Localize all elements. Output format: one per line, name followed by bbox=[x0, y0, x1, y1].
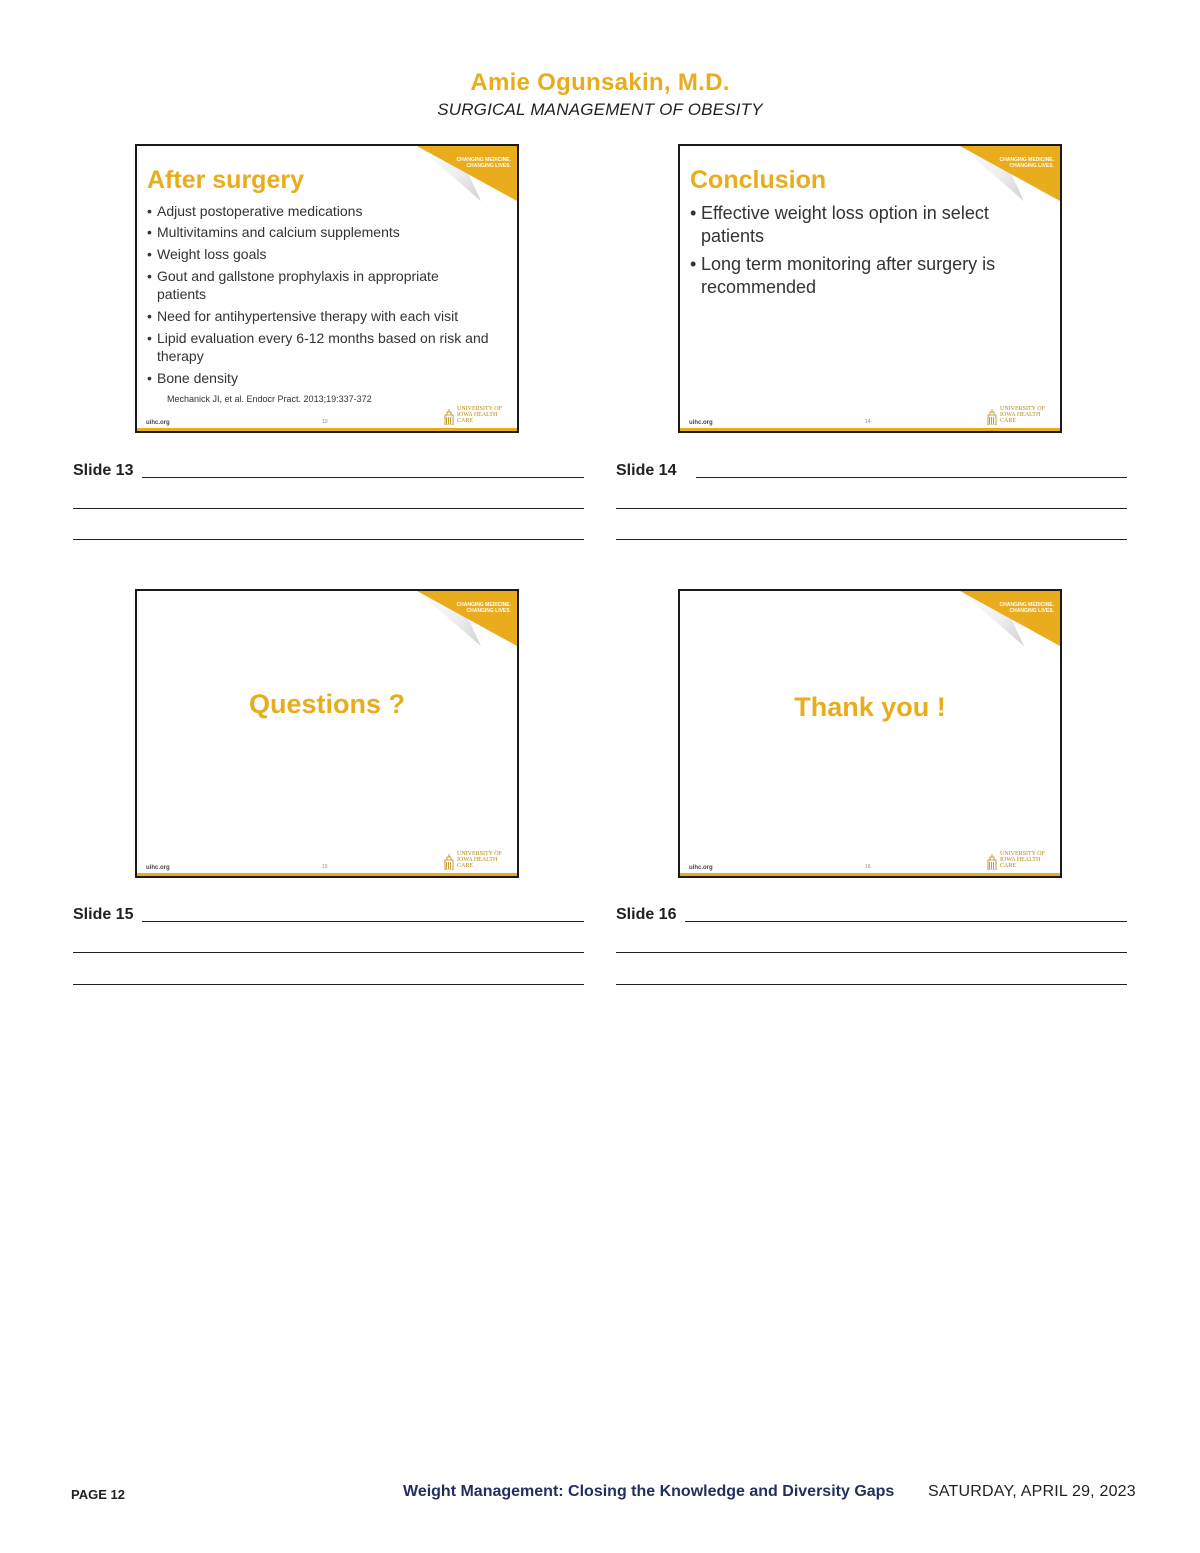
slide-16-label: Slide 16 bbox=[616, 906, 677, 923]
slide-bullets bbox=[147, 202, 517, 391]
slide-thumbnail-14 bbox=[678, 144, 1062, 433]
page-header bbox=[0, 68, 1200, 120]
course-title: Weight Management: Closing the Knowledge and Diversity Gaps bbox=[403, 1483, 895, 1500]
slide-14-label: Slide 14 bbox=[616, 462, 677, 479]
notes-line[interactable] bbox=[73, 539, 584, 540]
building-icon bbox=[987, 854, 997, 870]
notes-line[interactable] bbox=[73, 984, 584, 985]
slide-bottom-bar bbox=[680, 873, 1060, 876]
slide-bullets bbox=[690, 202, 1030, 304]
slide-title: Thank you ! bbox=[794, 692, 946, 722]
university-logo-text: UNIVERSITY OF IOWA HEALTH CARE bbox=[457, 851, 502, 869]
corner-banner bbox=[417, 146, 517, 201]
slide-13-label: Slide 13 bbox=[73, 462, 134, 479]
slide-bottom-bar bbox=[137, 873, 517, 876]
author-name: Amie Ogunsakin, M.D. bbox=[470, 69, 730, 96]
notes-line[interactable] bbox=[616, 984, 1127, 985]
bullet-item: • Effective weight loss option in select patients bbox=[690, 202, 1030, 248]
bullet-item: • Adjust postoperative medications bbox=[147, 202, 517, 220]
bullet-item: • Gout and gallstone prophylaxis in appropriate patients bbox=[147, 267, 457, 303]
university-logo-text: UNIVERSITY OF IOWA HEALTH CARE bbox=[1000, 851, 1045, 869]
slide-tagline: CHANGING MEDICINE. CHANGING LIVES. bbox=[456, 157, 511, 169]
slide-url: uihc.org bbox=[146, 420, 170, 426]
slide-bottom-bar bbox=[680, 428, 1060, 431]
slide-number: 16 bbox=[865, 864, 871, 870]
slide-url: uihc.org bbox=[689, 420, 713, 426]
bullet-item: • Long term monitoring after surgery is recommended bbox=[690, 253, 1030, 299]
slide-tagline: CHANGING MEDICINE. CHANGING LIVES. bbox=[456, 602, 511, 614]
slide-tagline: CHANGING MEDICINE. CHANGING LIVES. bbox=[999, 602, 1054, 614]
notes-line[interactable] bbox=[142, 921, 584, 922]
notes-line[interactable] bbox=[73, 508, 584, 509]
slide-number: 14 bbox=[865, 419, 871, 425]
notes-line[interactable] bbox=[685, 921, 1127, 922]
slide-thumbnail-16 bbox=[678, 589, 1062, 878]
building-icon bbox=[444, 854, 454, 870]
slide-title: After surgery bbox=[147, 166, 304, 194]
bullet-item: • Multivitamins and calcium supplements bbox=[147, 223, 517, 241]
corner-banner bbox=[960, 591, 1060, 646]
notes-line[interactable] bbox=[616, 952, 1127, 953]
slide-bottom-bar bbox=[137, 428, 517, 431]
bullet-item: • Lipid evaluation every 6-12 months based on risk and therapy bbox=[147, 329, 517, 365]
slide-citation: Mechanick JI, et al. Endocr Pract. 2013;19:337-372 bbox=[167, 394, 372, 404]
bullet-item: • Weight loss goals bbox=[147, 245, 517, 263]
notes-line[interactable] bbox=[616, 508, 1127, 509]
slide-title: Questions ? bbox=[248, 689, 405, 719]
corner-banner bbox=[960, 146, 1060, 201]
slide-thumbnail-13 bbox=[135, 144, 519, 433]
building-icon bbox=[444, 409, 454, 425]
corner-banner bbox=[417, 591, 517, 646]
slide-tagline: CHANGING MEDICINE. CHANGING LIVES. bbox=[999, 157, 1054, 169]
page-number: PAGE 12 bbox=[71, 1487, 125, 1502]
building-icon bbox=[987, 409, 997, 425]
bullet-item: • Need for antihypertensive therapy with each visit bbox=[147, 307, 517, 325]
notes-line[interactable] bbox=[73, 952, 584, 953]
slide-url: uihc.org bbox=[146, 865, 170, 871]
event-date: SATURDAY, APRIL 29, 2023 bbox=[928, 1483, 1136, 1500]
university-logo-text: UNIVERSITY OF IOWA HEALTH CARE bbox=[457, 406, 502, 424]
notes-line[interactable] bbox=[142, 477, 584, 478]
slide-number: 13 bbox=[322, 419, 328, 425]
slide-title: Conclusion bbox=[690, 166, 827, 194]
notes-line[interactable] bbox=[696, 477, 1127, 478]
slide-15-label: Slide 15 bbox=[73, 906, 134, 923]
slide-number: 15 bbox=[322, 864, 328, 870]
slide-thumbnail-15 bbox=[135, 589, 519, 878]
university-logo-text: UNIVERSITY OF IOWA HEALTH CARE bbox=[1000, 406, 1045, 424]
slide-url: uihc.org bbox=[689, 865, 713, 871]
talk-title: SURGICAL MANAGEMENT OF OBESITY bbox=[437, 100, 763, 119]
bullet-item: • Bone density bbox=[147, 369, 517, 387]
notes-line[interactable] bbox=[616, 539, 1127, 540]
